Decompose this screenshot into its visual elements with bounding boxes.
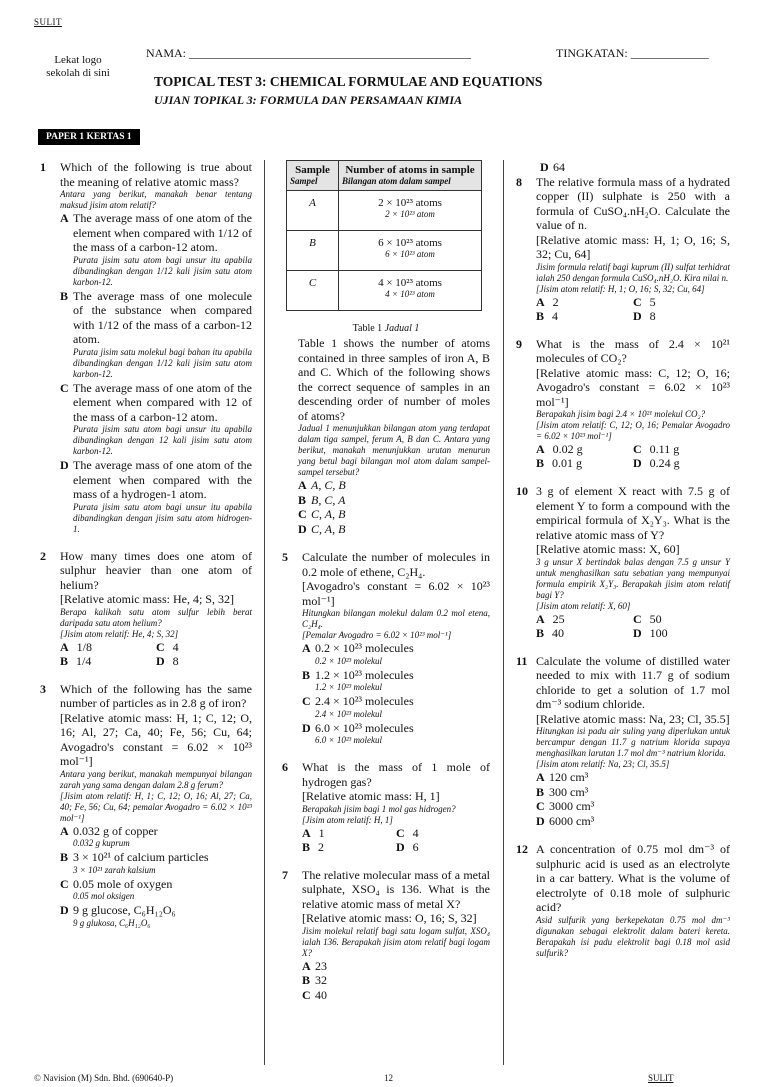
option-b[interactable]: B 40: [536, 625, 565, 640]
option-c[interactable]: C The average mass of one atom of the element when compared with 12 of the mass of a carbon-12 atom. Purata jisim satu atom bagi unsur itu apabila dibandingkan dengan 12 kali jisim satu atom karbon-12.: [60, 380, 252, 456]
option-b[interactable]: B 2: [302, 839, 325, 854]
title-english: TOPICAL TEST 3: CHEMICAL FORMULAE AND EQUATIONS: [154, 74, 543, 89]
option-c[interactable]: C 0.11 g: [633, 442, 680, 456]
option-d[interactable]: D 100: [633, 625, 668, 640]
options-grid: [536, 442, 730, 470]
question-3: 3 Which of the following has the same number of particles as in 2.8 g of iron? [Relative atomic mass: H, 1; C, 12; O, 16; Al, 27; Ca, 40; Fe, 56; Cu, 64; Avogadro's constant = 6.02 × 10²³ mol⁻¹] Antara yang berikut, manakah mempunyai bilangan zarah yang sama dengan dalam 2.8 g ferum? [Jisim atom relatif: H, 1; C, 12; O, 16; Al, 27; Ca, 40; Fe, 56; Cu, 64; pemalar Avogadro = 6.02 × 10²³ mol⁻¹] A 0.032 g of copper 0.032 g kuprum B 3 × 10²¹ of calcium particles 3 × 10²¹ zarah kalsium C 0.05 mole of oxygen 0.05 mol oksigen D 9 g glucose, C₆H₁₂O₆ 9 g glukosa, C₆H₁₂O₆: [40, 681, 252, 928]
name-field[interactable]: NAMA: _______________________________________________: [146, 46, 472, 60]
option-a[interactable]: A 0.02 g: [536, 442, 583, 456]
copyright: © Navision (M) Sdn. Bhd. (690640-P): [34, 1073, 174, 1083]
question-text-malay: Antara yang berikut, manakah benar tentang maksud jisim atom relatif?: [60, 189, 252, 210]
column-divider: [264, 160, 265, 1065]
question-7: 7 The relative molecular mass of a metal sulphate, XSO₄ is 136. What is the relative atomic mass of metal X? [Relative atomic mass: O, 16; S, 32] Jisim molekul relatif bagi satu logam sulfat, XSO₄ ialah 136. Berapakah jisim atom relatif bagi logam X? A 23 B 32 C 40: [282, 867, 490, 1002]
option-d[interactable]: D 9 g glucose, C₆H₁₂O₆ 9 g glukosa, C₆H₁₂O₆: [60, 903, 176, 928]
option-d[interactable]: D 6000 cm³: [536, 813, 595, 828]
option-a[interactable]: A 1/8: [60, 639, 93, 654]
option-b[interactable]: B The average mass of one molecule of the substance when compared with 1/12 of the mass of a carbon-12 atom. Purata jisim satu molekul bagi bahan itu apabila dibandingkan dengan 1/12 kali jisim satu atom karbon-12.: [60, 288, 252, 379]
question-1: [40, 160, 252, 535]
table-caption: Table 1 Jadual 1: [352, 323, 420, 334]
question-number: 11: [516, 653, 528, 668]
question-number: 2: [40, 548, 46, 563]
option-c[interactable]: C 4: [396, 825, 419, 840]
option-a[interactable]: A 2: [536, 294, 559, 309]
sulit-label: SULIT: [34, 17, 62, 27]
table-row: A 2 × 10²³ atoms 2 × 10²³ atom: [287, 191, 482, 231]
question-number: 12: [516, 842, 528, 856]
question-number: 5: [282, 550, 288, 564]
question-text: Which of the following is true about the meaning of relative atomic mass?: [60, 160, 252, 189]
option-b[interactable]: B 1.2 × 10²³ molecules 1.2 × 10²³ molekul: [302, 667, 414, 692]
table-1: Sample Sampel Number of atoms in sample Bilangan atom dalam sampel A 2 × 10²³ atoms 2 × 10²³ atom B 6 × 10²³ atoms 6 × 10²³ atom C 4 × 10²³ atoms 4 × 10²³ atom: [286, 160, 482, 311]
option-a[interactable]: A 23: [302, 958, 327, 973]
option-b[interactable]: B 0.01 g: [536, 456, 583, 470]
option-c[interactable]: C 0.05 mole of oxygen 0.05 mol oksigen: [60, 876, 173, 901]
option-d[interactable]: D 0.24 g: [633, 456, 680, 470]
option-c[interactable]: C 40: [302, 987, 327, 1002]
question-5: 5 Calculate the number of molecules in 0.2 mole of ethene, C₂H₄. [Avogadro's constant = 6.02 × 10²³ mol⁻¹] Hitungkan bilangan molekul dalam 0.2 mol etena, C₂H₄. [Pemalar Avogadro = 6.02 × 10²³ mol⁻¹] A 0.2 × 10²³ molecules 0.2 × 10²³ molekul B 1.2 × 10²³ molecules 1.2 × 10²³ molekul C 2.4 × 10²³ molecules 2.4 × 10²³ molekul D 6.0 × 10²³ molecules 6.0 × 10²³ molekul: [282, 550, 490, 745]
option-a[interactable]: A The average mass of one atom of the element when compared with 1/12 of the mass of a carbon-12 atom. Purata jisim satu atom bagi unsur itu apabila dibandingkan dengan 1/12 kali jisim satu atom karbon-12.: [60, 211, 252, 287]
question-number: 1: [40, 160, 46, 174]
option-b[interactable]: B 300 cm³: [536, 784, 589, 799]
question-12: 12 A concentration of 0.75 mol dm⁻³ of sulphuric acid is used as an electrolyte in a car battery. What is the volume of electrolyte of 0.18 mole of sulphuric acid? Asid sulfurik yang berkepekatan 0.75 mol dm⁻³ digunakan sebagai elektrolit dalam bateri kereta. Berapakah isi padu elektrolit bagi 0.18 mol asid sulfurik?: [516, 842, 730, 958]
page-number: 12: [384, 1073, 393, 1083]
option-d[interactable]: D The average mass of one atom of the element when compared with the mass of a hydrogen-1 atom. Purata jisim satu atom bagi unsur itu apabila dibandingkan dengan jisim satu atom hidrogen-1.: [60, 458, 252, 534]
table-row: C 4 × 10²³ atoms 4 × 10²³ atom: [287, 271, 482, 311]
option-a[interactable]: A 120 cm³: [536, 770, 589, 784]
option-c[interactable]: C 2.4 × 10²³ molecules 2.4 × 10²³ molekul: [302, 694, 414, 719]
title-malay: UJIAN TOPIKAL 3: FORMULA DAN PERSAMAAN KIMIA: [154, 93, 463, 107]
question-11: 11 Calculate the volume of distilled water needed to mix with 11.7 g of sodium chloride to get a solution of 1.7 mol dm⁻³ sodium chloride. [Relative atomic mass: Na, 23; Cl, 35.5] Hitungkan isi padu air suling yang diperlukan untuk bercampur dengan 11.7 g natrium klorida supaya menghasilkan larutan 1.7 mol dm⁻³ natrium klorida. [Jisim atom relatif: Na, 23; Cl, 35.5] A 120 cm³ B 300 cm³ C 3000 cm³ D 6000 cm³: [516, 653, 730, 828]
question-2: 2 How many times does one atom of sulphur heavier than one atom of helium? [Relative atomic mass: He, 4; S, 32] Berapa kalikah satu atom sulfur lebih berat daripada satu atom helium? [Jisim atom relatif: He, 4; S, 32] A 1/8 C 4 B 1/4 D 8: [40, 548, 252, 668]
option-c[interactable]: C C, A, B: [298, 507, 346, 521]
options-grid: [536, 612, 730, 640]
options-grid: [302, 826, 490, 854]
option-a[interactable]: A 0.2 × 10²³ molecules 0.2 × 10²³ molekul: [302, 641, 414, 666]
column-2: [282, 160, 490, 1006]
question-10: 10 3 g of element X react with 7.5 g of element Y to form a compound with the empirical formula of X₂Y₃. What is the relative atomic mass of Y? [Relative atomic mass: X, 60] 3 g unsur X bertindak balas dengan 7.5 g unsur Y untuk menghasilkan satu sebatian yang mempunyai formula empirik X₂Y₃. Berapakah jisim atom relatif bagi Y? [Jisim atom relatif: X, 60] A 25 C 50 B 40 D 100: [516, 484, 730, 640]
option-c[interactable]: C 5: [633, 294, 656, 309]
table-row: B 6 × 10²³ atoms 6 × 10²³ atom: [287, 231, 482, 271]
option-c[interactable]: C 4: [156, 639, 179, 654]
question-number: 3: [40, 681, 46, 696]
question-number: 10: [516, 484, 528, 498]
question-number: 8: [516, 174, 522, 189]
question-number: 6: [282, 760, 288, 774]
options-grid: [60, 640, 252, 668]
option-b[interactable]: B B, C, A: [298, 492, 346, 507]
option-d[interactable]: D 8: [156, 653, 179, 668]
option-b[interactable]: B 4: [536, 308, 559, 323]
option-b[interactable]: B 3 × 10²¹ of calcium particles 3 × 10²¹ zarah kalsium: [60, 850, 209, 875]
option-d[interactable]: D 6: [396, 839, 419, 854]
column-3: [516, 160, 730, 963]
option-c[interactable]: C 50: [633, 611, 662, 626]
question-number: 9: [516, 336, 522, 351]
question-9: 9 What is the mass of 2.4 × 10²¹ molecules of CO₂? [Relative atomic mass: C, 12; O, 16; Avogadro's constant = 6.02 × 10²³ mol⁻¹] Berapakah jisim bagi 2.4 × 10²¹ molekul CO₂? [Jisim atom relatif: C, 12; O, 16; Pemalar Avogadro = 6.02 × 10²³ mol⁻¹] A 0.02 g C 0.11 g B 0.01 g D 0.24 g: [516, 336, 730, 470]
paper-badge: PAPER 1 KERTAS 1: [38, 129, 140, 145]
table-header: Sample: [295, 164, 330, 176]
question-7-option-d[interactable]: D 64: [540, 160, 565, 174]
column-1: [40, 160, 252, 933]
column-divider: [503, 160, 504, 1065]
school-logo-placeholder: Lekat logo sekolah di sini: [46, 54, 110, 79]
option-d[interactable]: D C, A, B: [298, 521, 346, 536]
question-8: 8 The relative formula mass of a hydrated copper (II) sulphate is 250 with a formula of CuSO₄.nH₂O. Calculate the value of n. [Relative atomic mass: H, 1; O, 16; S, 32; Cu, 64] Jisim formula relatif bagi kuprum (II) sulfat terhidrat ialah 250 dengan formula CuSO₄.nH₂O. Kira nilai n. [Jisim atom relatif: H, 1; O, 16; S, 32; Cu, 64] A 2 C 5 B 4 D 8: [516, 174, 730, 323]
question-4: Table 1 shows the number of atoms contained in three samples of iron A, B and C. Which of the following shows the correct sequence of samples in an descending order of number of moles of atoms? Jadual 1 menunjukkan bilangan atom yang terdapat dalam tiga sampel, ferum A, B dan C. Antara yang berikut, manakah menunjukkan urutan menurun yang betul bagi bilangan mol atom dalam sampel-sampel tersebut? A A, C, B B B, C, A C C, A, B D C, A, B: [298, 336, 490, 536]
table-header: Number of atoms in sample: [345, 164, 475, 176]
option-d[interactable]: D 8: [633, 308, 656, 323]
option-a[interactable]: A 25: [536, 611, 565, 626]
options-grid: [536, 295, 730, 323]
option-a[interactable]: A 0.032 g of copper 0.032 g kuprum: [60, 823, 158, 848]
option-c[interactable]: C 3000 cm³: [536, 799, 595, 813]
sulit-footer: SULIT: [648, 1073, 674, 1083]
option-d[interactable]: D 6.0 × 10²³ molecules 6.0 × 10²³ molekul: [302, 720, 414, 745]
question-6: 6 What is the mass of 1 mole of hydrogen gas? [Relative atomic mass: H, 1] Berapakah jisim bagi 1 mol gas hidrogen? [Jisim atom relatif: H, 1] A 1 C 4 B 2 D 6: [282, 760, 490, 854]
option-b[interactable]: B 32: [302, 973, 327, 987]
question-number: 7: [282, 867, 288, 882]
option-b[interactable]: B 1/4: [60, 653, 92, 668]
form-field[interactable]: TINGKATAN: _____________: [556, 46, 709, 60]
option-a[interactable]: A 1: [302, 825, 325, 840]
option-a[interactable]: A A, C, B: [298, 478, 346, 492]
